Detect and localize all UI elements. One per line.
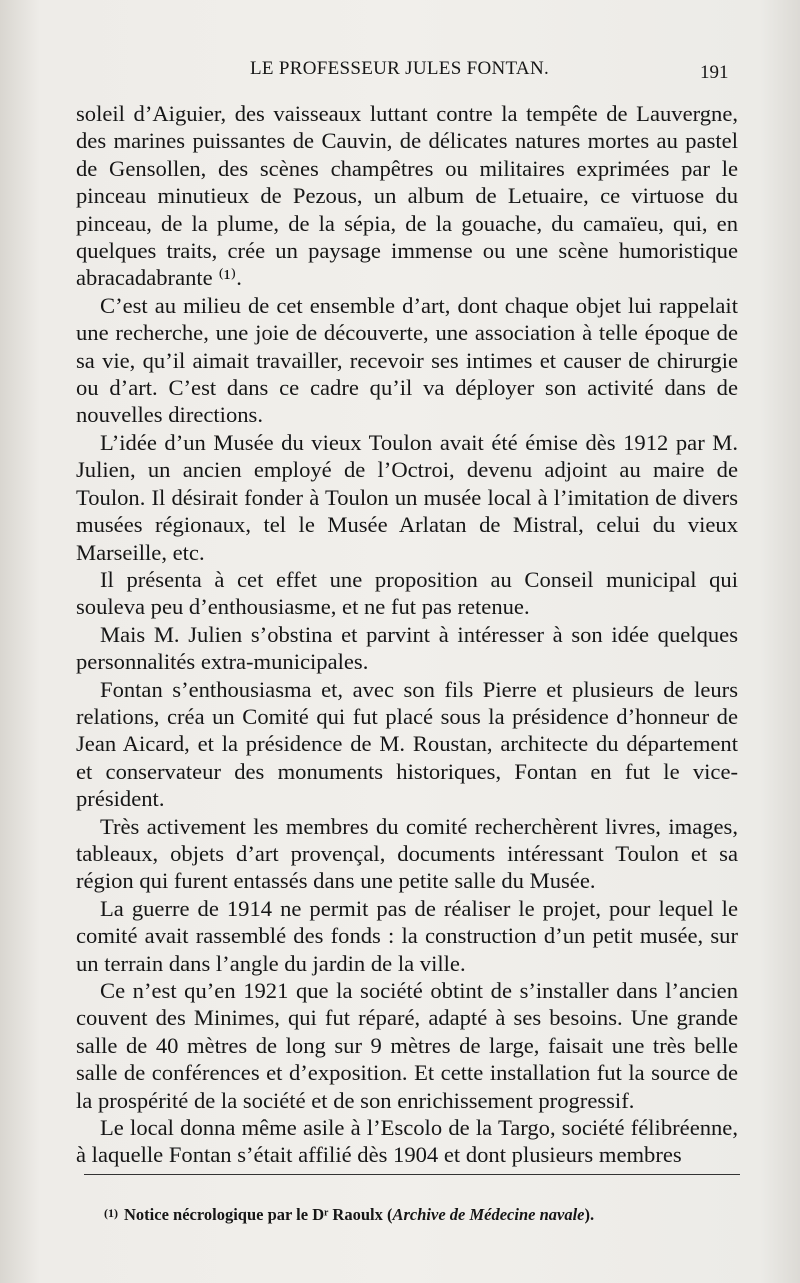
page-number: 191 xyxy=(700,62,729,83)
paragraph: La guerre de 1914 ne permit pas de réaliser le projet, pour lequel le comité avait rassemblé des fonds : la construction d’un petit musée, sur un terrain dans l’angle du jardin de la ville. xyxy=(76,895,738,976)
body-text xyxy=(76,100,738,1169)
running-title: LE PROFESSEUR JULES FONTAN. xyxy=(250,58,550,79)
paragraph: L’idée d’un Musée du vieux Toulon avait été émise dès 1912 par M. Julien, un ancien employé de l’Octroi, devenu adjoint au maire de Toulon. Il désirait fonder à Toulon un musée local à l’imitation de divers musées régionaux, tel le Musée Arlatan de Mistral, celui du vieux Marseille, etc. xyxy=(76,429,738,565)
paragraph: Ce n’est qu’en 1921 que la société obtint de s’installer dans l’ancien couvent des Minimes, qui fut réparé, adapté à ses besoins. Une grande salle de 40 mètres de long sur 9 mètres de large, faisait une très belle salle de conférences et d’exposition. Et cette installation fut la source de la prospérité de la société et de son enrichissement progressif. xyxy=(76,978,738,1113)
paragraph: soleil d’Aiguier, des vaisseaux luttant contre la tempête de Lauvergne, des marines puissantes de Cauvin, de délicates natures mortes au pastel de Gensollen, des scènes champêtres ou militaires exprimées par le pinceau minutieux de Pezous, un album de Letuaire, ce virtuose du pinceau, de la plume, de la sépia, de la gouache, du camaïeu, qui, en quelques traits, crée un paysage immense ou une scène humoristique abracadabrante ⁽¹⁾. xyxy=(76,101,738,291)
footnote-text: Notice nécrologique par le Dʳ Raoulx ( xyxy=(124,1205,393,1224)
paragraph: Il présenta à cet effet une proposition au Conseil municipal qui souleva peu d’enthousiasme, et ne fut pas retenue. xyxy=(76,566,738,620)
footnote xyxy=(104,1205,744,1225)
footnote-source: Archive de Médecine navale xyxy=(392,1205,585,1224)
paragraph: Le local donna même asile à l’Escolo de la Targo, société félibréenne, à laquelle Fontan s’était affilié dès 1904 et dont plusieurs membres xyxy=(76,1115,738,1168)
paragraph: Mais M. Julien s’obstina et parvint à intéresser à son idée quelques personnalités extra-municipales. xyxy=(76,621,738,675)
paragraph: Fontan s’enthousiasma et, avec son fils Pierre et plusieurs de leurs relations, créa un Comité qui fut placé sous la présidence d’honneur de Jean Aicard, et la présidence de M. Roustan, architecte du département et conservateur des monuments historiques, Fontan en fut le vice-président. xyxy=(76,676,738,812)
footnote-divider xyxy=(84,1174,740,1175)
page-header xyxy=(0,58,800,88)
footnote-end: ). xyxy=(584,1205,595,1224)
footnote-marker: (1) xyxy=(104,1206,118,1220)
paragraph: C’est au milieu de cet ensemble d’art, dont chaque objet lui rappelait une recherche, une joie de découverte, une association à telle époque de sa vie, qu’il aimait travailler, recevoir ses intimes et causer de chirurgie ou d’art. C’est dans ce cadre qu’il va déployer son activité dans de nouvelles directions. xyxy=(76,292,738,428)
paragraph: Très activement les membres du comité recherchèrent livres, images, tableaux, objets d’art provençal, documents intéressant Toulon et sa région qui furent entassés dans une petite salle du Musée. xyxy=(76,813,738,894)
